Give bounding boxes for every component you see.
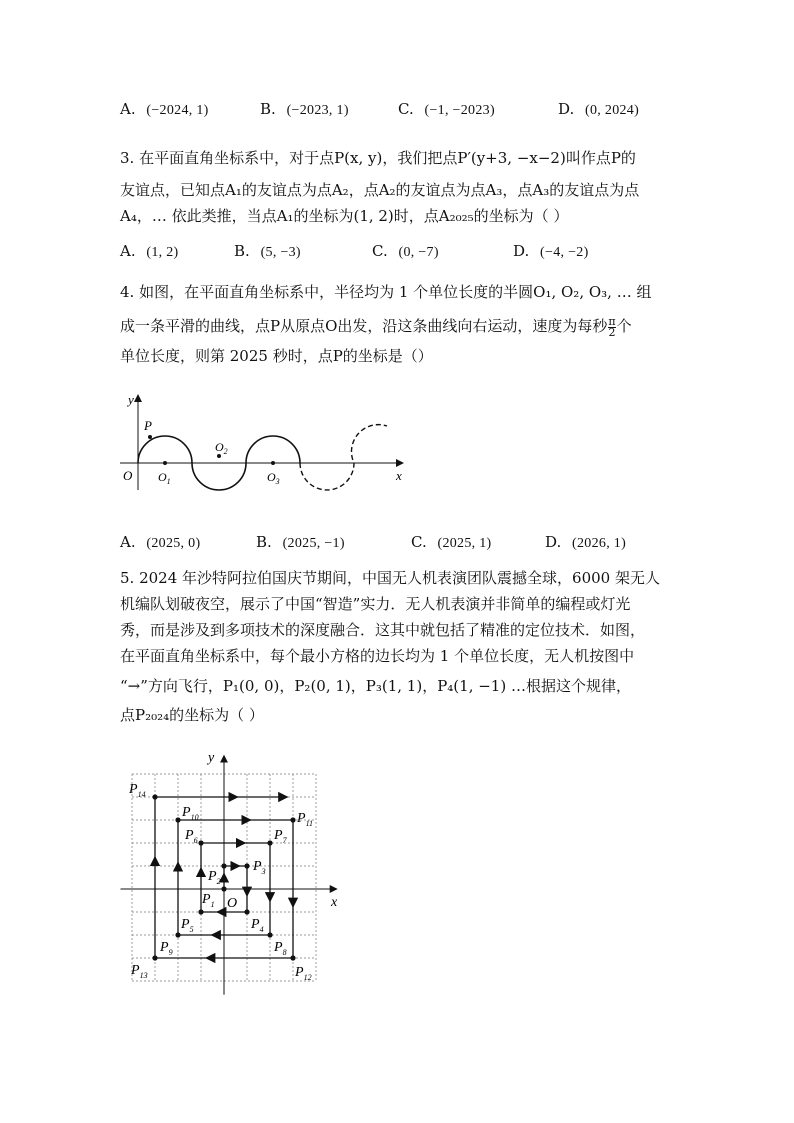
label-p2: $P_2$ (208, 869, 221, 886)
q3-line-3: A₄，… 依此类推，当点A₁的坐标为(1, 2)时，点A₂₀₂₅的坐标为（ ） (120, 207, 569, 225)
q4-line-3: 单位长度，则第 2025 秒时，点P的坐标是（） (120, 347, 433, 365)
point-p5 (198, 909, 203, 914)
q2-option-c[interactable]: C. (−1, −2023) (398, 100, 495, 118)
o2-label: $O_2$ (215, 440, 228, 456)
x-label: x (396, 468, 402, 483)
q3-option-c[interactable]: C. (0, −7) (372, 242, 439, 260)
point-p12 (290, 955, 295, 960)
pi-over-two-fraction: $\frac{\pi}{2}$ (608, 314, 616, 339)
point-p2 (221, 863, 226, 868)
q5-line-6: 点P₂₀₂₄的坐标为（ ） (120, 706, 264, 724)
origin-label: O (123, 468, 133, 483)
label-p9: $P_9$ (160, 940, 173, 957)
label-p13: $P_{13}$ (131, 963, 148, 980)
label-p14: $P_{14}$ (129, 782, 146, 799)
y-label: y (128, 392, 134, 407)
label-p5: $P_5$ (181, 917, 194, 934)
label-p4: $P_4$ (251, 917, 264, 934)
q4-line-2: 成一条平滑的曲线，点P从原点O出发，沿这条曲线向右运动，速度为每秒 $\frac{\pi}{2}$ 个 (120, 314, 632, 339)
o1-label: $O_1$ (158, 470, 171, 486)
q4-option-a[interactable]: A. (2025, 0) (120, 533, 201, 551)
q4-option-b[interactable]: B. (2025, −1) (256, 533, 345, 551)
q2-option-a[interactable]: A. (−2024, 1) (120, 100, 209, 118)
q3-option-a[interactable]: A. (1, 2) (120, 242, 179, 260)
origin-label: O (227, 896, 238, 911)
point-p1 (221, 886, 226, 891)
label-p11: $P_{11}$ (297, 811, 313, 828)
point-p6 (198, 840, 203, 845)
label-p3: $P_3$ (253, 859, 266, 876)
q3-option-b[interactable]: B. (5, −3) (234, 242, 301, 260)
label-p8: $P_8$ (274, 940, 287, 957)
q4-semicircle-figure (115, 390, 415, 500)
q5-line-2: 机编队划破夜空，展示了中国“智造”实力．无人机表演并非简单的编程或灯光 (120, 595, 631, 613)
point-o2 (217, 454, 221, 458)
point-p8 (267, 932, 272, 937)
point-p11 (290, 817, 295, 822)
q4-line-1: 4. 如图，在平面直角坐标系中，半径均为 1 个单位长度的半圆O₁, O₂, O₃, … 组 (120, 283, 652, 301)
dashed-curve (300, 425, 387, 490)
label-p7: $P_7$ (274, 828, 287, 845)
y-label: y (208, 750, 215, 766)
q4-option-c[interactable]: C. (2025, 1) (411, 533, 492, 551)
q2-option-d[interactable]: D. (0, 2024) (558, 100, 640, 118)
point-p13 (152, 955, 157, 960)
label-p10: $P_{10}$ (182, 805, 199, 822)
point-p3 (244, 863, 249, 868)
point-o1 (163, 461, 167, 465)
q2-option-b[interactable]: B. (−2023, 1) (260, 100, 349, 118)
q3-option-d[interactable]: D. (−4, −2) (513, 242, 589, 260)
q3-line-2: 友谊点，已知点A₁的友谊点为点A₂，点A₂的友谊点为点A₃，点A₃的友谊点为点 (120, 181, 640, 199)
point-p14 (152, 794, 157, 799)
label-p1: $P_1$ (202, 892, 215, 909)
label-p6: $P_6$ (185, 828, 198, 845)
q5-line-5: “→”方向飞行，P₁(0, 0)，P₂(0, 1)，P₃(1, 1)，P₄(1, −1) …根据这个规律， (120, 677, 631, 695)
point-p4 (244, 909, 249, 914)
q5-line-3: 秀，而是涉及到多项技术的深度融合．这其中就包括了精准的定位技术．如图， (120, 621, 646, 639)
point-p10 (175, 817, 180, 822)
q3-line-1: 3. 在平面直角坐标系中，对于点P(x, y)，我们把点P′(y+3, −x−2)叫作点P的 (120, 149, 636, 167)
q4-option-d[interactable]: D. (2026, 1) (545, 533, 627, 551)
q5-line-4: 在平面直角坐标系中，每个最小方格的边长均为 1 个单位长度，无人机按图中 (120, 647, 635, 665)
point-p (148, 435, 152, 439)
q5-spiral-figure (110, 745, 350, 1000)
label-p12: $P_{12}$ (295, 965, 312, 982)
point-o3 (271, 461, 275, 465)
point-p9 (175, 932, 180, 937)
q5-line-1: 5. 2024 年沙特阿拉伯国庆节期间，中国无人机表演团队震撼全球，6000 架无人 (120, 569, 660, 587)
p-label: P (144, 418, 152, 433)
o3-label: $O_3$ (267, 470, 280, 486)
point-p7 (267, 840, 272, 845)
x-label: x (330, 895, 338, 910)
